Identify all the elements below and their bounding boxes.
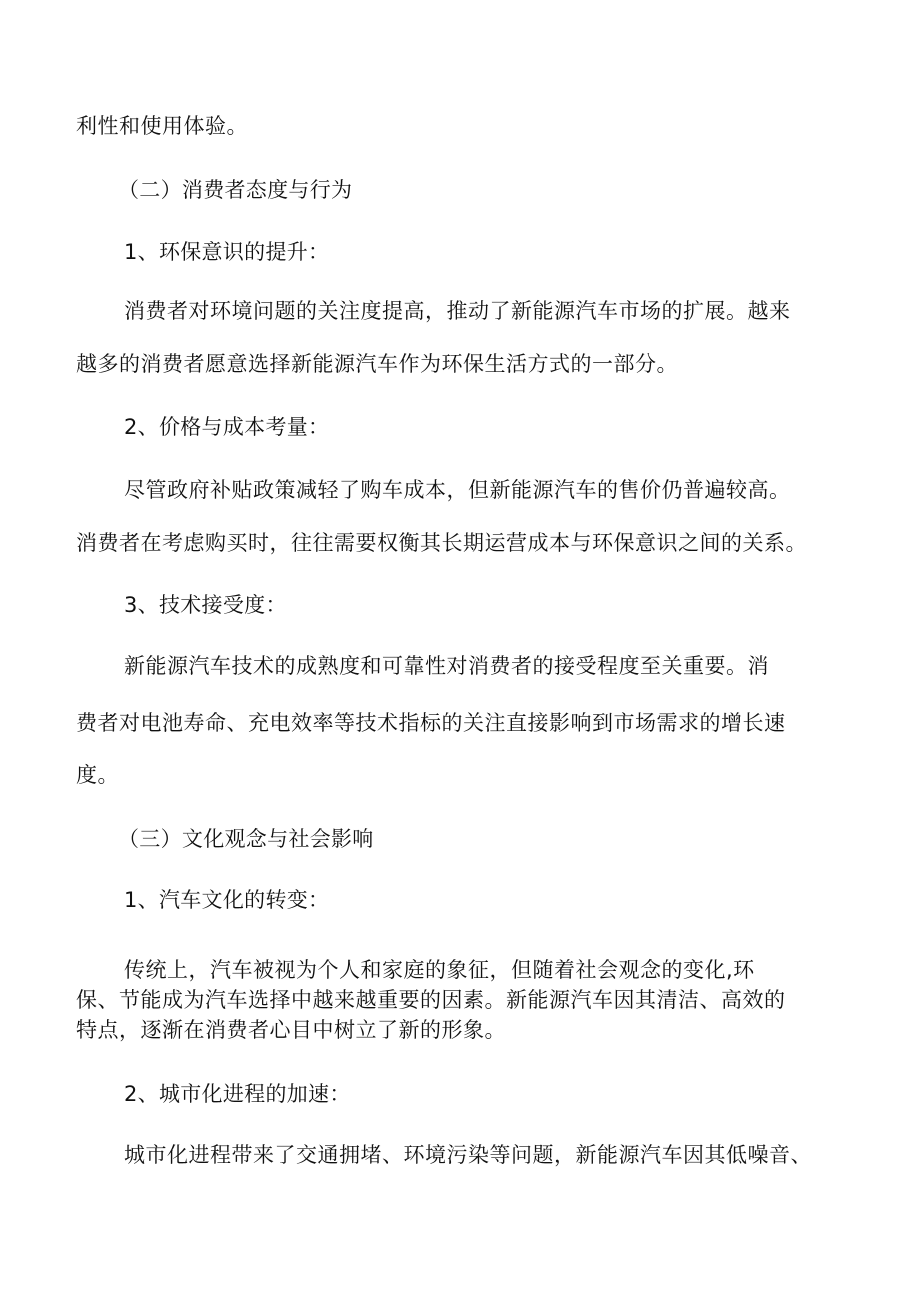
paragraph-line: 度。	[76, 763, 119, 787]
section-heading-culture-society: （三）文化观念与社会影响	[118, 827, 374, 851]
paragraph-line: 特点，逐渐在消费者心目中树立了新的形象。	[76, 1018, 506, 1042]
paragraph-line: 费者对电池寿命、充电效率等技术指标的关注直接影响到市场需求的增长速	[76, 711, 786, 735]
paragraph-line: 尽管政府补贴政策减轻了购车成本，但新能源汽车的售价仍普遍较高。	[124, 478, 791, 502]
subheading-car-culture: 1、汽车文化的转变：	[124, 888, 330, 912]
paragraph-line: 消费者对环境问题的关注度提高，推动了新能源汽车市场的扩展。越来	[124, 299, 791, 323]
paragraph-line: 消费者在考虑购买时，往往需要权衡其长期运营成本与环保意识之间的关系。	[76, 531, 807, 555]
section-heading-consumer-attitude: （二）消费者态度与行为	[118, 178, 353, 202]
paragraph-line: 传统上，汽车被视为个人和家庭的象征，但随着社会观念的变化,环	[124, 958, 755, 982]
paragraph-line: 越多的消费者愿意选择新能源汽车作为环保生活方式的一部分。	[76, 352, 678, 376]
subheading-urbanization: 2、城市化进程的加速：	[124, 1082, 351, 1106]
subheading-tech-acceptance: 3、技术接受度：	[124, 593, 287, 617]
subheading-environmental-awareness: 1、环保意识的提升：	[124, 240, 330, 264]
paragraph-line: 城市化进程带来了交通拥堵、环境污染等问题，新能源汽车因其低噪音、	[124, 1143, 812, 1167]
paragraph-line: 保、节能成为汽车选择中越来越重要的因素。新能源汽车因其清洁、高效的	[76, 988, 786, 1012]
paragraph-line: 新能源汽车技术的成熟度和可靠性对消费者的接受程度至关重要。消	[124, 654, 769, 678]
paragraph-continuation: 利性和使用体验。	[76, 114, 248, 138]
subheading-price-cost: 2、价格与成本考量：	[124, 415, 330, 439]
